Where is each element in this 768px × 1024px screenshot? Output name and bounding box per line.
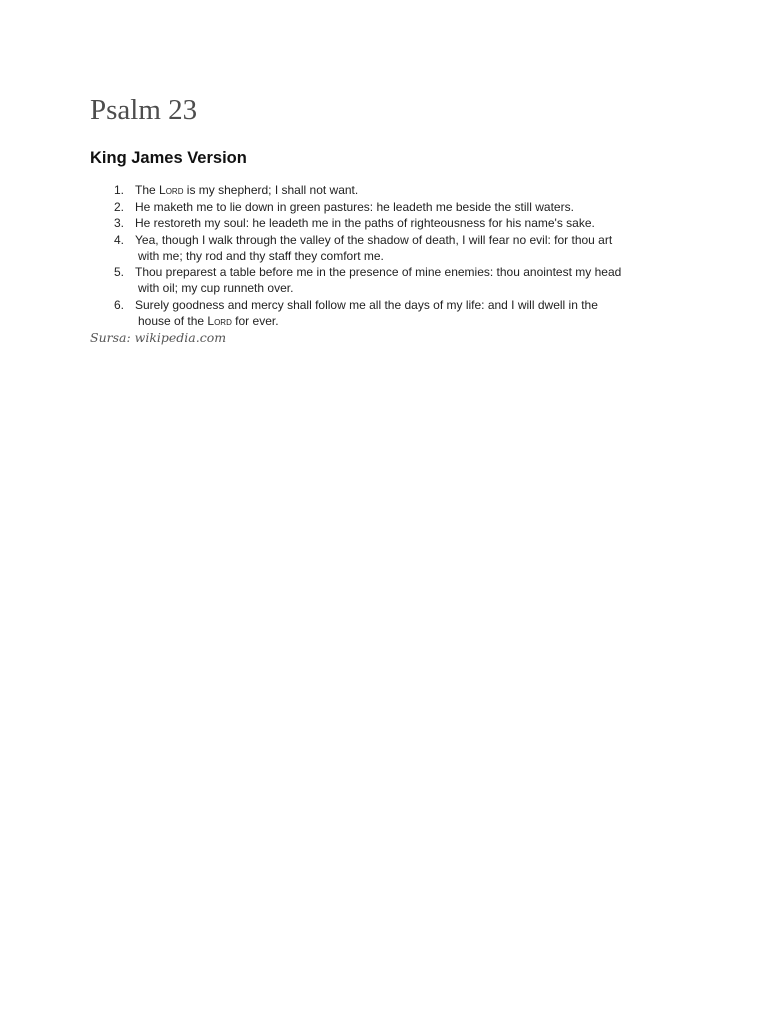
version-heading: King James Version [90, 149, 247, 167]
verse-number: 6. [114, 297, 125, 312]
verse-number: 3. [114, 216, 125, 230]
verse-text [135, 183, 358, 197]
verse-text [135, 298, 690, 329]
verse-text [135, 233, 690, 264]
verse-line: house of the Lord for ever. [138, 313, 279, 328]
verse-item [90, 297, 690, 329]
verse-line: Yea, though I walk through the valley of the shadow of death, I will fear no evil: for thou art [135, 232, 613, 247]
verse-text [135, 265, 690, 296]
page-title: Psalm 23 [90, 94, 198, 126]
verse-text [135, 200, 574, 214]
verse-line: He restoreth my soul: he leadeth me in the paths of righteousness for his name's sake. [135, 216, 595, 230]
verse-line: The Lord is my shepherd; I shall not want. [135, 183, 359, 197]
verse-item [90, 232, 690, 264]
verse-list [90, 182, 690, 329]
verse-item [90, 264, 690, 296]
verse-line: Surely goodness and mercy shall follow me all the days of my life: and I will dwell in the [135, 297, 598, 312]
verse-number: 1. [114, 183, 125, 197]
verse-line: with oil; my cup runneth over. [138, 281, 294, 295]
verse-line: Thou preparest a table before me in the presence of mine enemies: thou anointest my head [135, 265, 622, 279]
verse-text [135, 216, 595, 230]
source-citation: Sursa: wikipedia.com [90, 329, 227, 345]
verse-line: with me; thy rod and thy staff they comfort me. [138, 248, 384, 263]
verse-item [90, 215, 690, 231]
verse-line: He maketh me to lie down in green pastures: he leadeth me beside the still waters. [135, 199, 574, 214]
verse-item [90, 182, 690, 198]
verse-number: 5. [114, 265, 125, 279]
document-page [90, 92, 690, 346]
verse-number: 4. [114, 232, 125, 247]
verse-item [90, 199, 690, 215]
verse-number: 2. [114, 199, 125, 214]
